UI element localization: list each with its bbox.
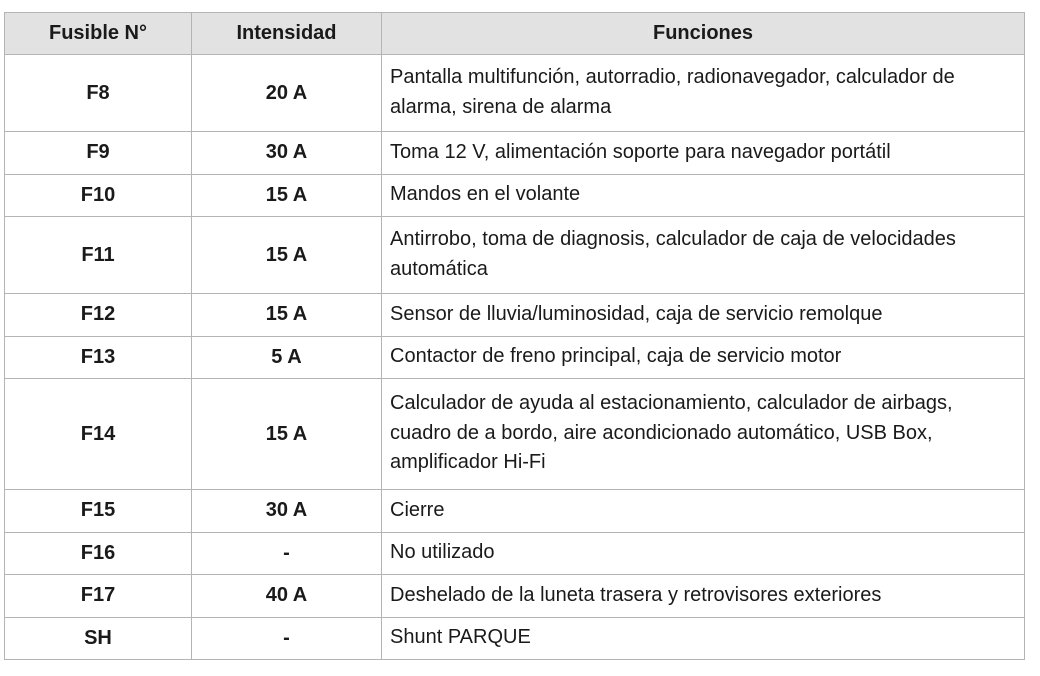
table-row <box>5 217 1025 294</box>
fuse-id: F9 <box>5 132 192 175</box>
table-row <box>5 55 1025 132</box>
fuse-functions: Deshelado de la luneta trasera y retrovisores exteriores <box>382 575 1025 618</box>
table-row <box>5 379 1025 490</box>
table-row <box>5 294 1025 337</box>
fuse-id: F15 <box>5 490 192 533</box>
table-row <box>5 336 1025 379</box>
fuse-amps: - <box>192 532 382 575</box>
header-functions: Funciones <box>382 13 1025 55</box>
fuse-id: F10 <box>5 174 192 217</box>
table-row <box>5 174 1025 217</box>
table-row <box>5 575 1025 618</box>
fuse-amps: 30 A <box>192 490 382 533</box>
fuse-functions: Calculador de ayuda al estacionamiento, calculador de airbags, cuadro de a bordo, aire acondicionado automático, USB Box, amplificador Hi-Fi <box>382 379 1025 490</box>
fuse-amps: 15 A <box>192 217 382 294</box>
fuse-amps: 20 A <box>192 55 382 132</box>
fuse-id: F16 <box>5 532 192 575</box>
fuse-functions: Mandos en el volante <box>382 174 1025 217</box>
fuse-functions: No utilizado <box>382 532 1025 575</box>
fuse-functions: Pantalla multifunción, autorradio, radionavegador, calculador de alarma, sirena de alarma <box>382 55 1025 132</box>
header-fuse-number: Fusible N° <box>5 13 192 55</box>
fuse-amps: 15 A <box>192 294 382 337</box>
table-row <box>5 132 1025 175</box>
fuse-id: F14 <box>5 379 192 490</box>
fuse-id: F13 <box>5 336 192 379</box>
fuse-amps: 40 A <box>192 575 382 618</box>
fuse-table <box>4 12 1025 660</box>
fuse-id: F12 <box>5 294 192 337</box>
fuse-amps: - <box>192 617 382 660</box>
header-intensity: Intensidad <box>192 13 382 55</box>
table-row <box>5 490 1025 533</box>
fuse-functions: Toma 12 V, alimentación soporte para navegador portátil <box>382 132 1025 175</box>
header-row <box>5 13 1025 55</box>
fuse-id: F8 <box>5 55 192 132</box>
table-row <box>5 617 1025 660</box>
fuse-functions: Sensor de lluvia/luminosidad, caja de servicio remolque <box>382 294 1025 337</box>
table-row <box>5 532 1025 575</box>
fuse-functions: Antirrobo, toma de diagnosis, calculador de caja de velocidades automática <box>382 217 1025 294</box>
fuse-functions: Shunt PARQUE <box>382 617 1025 660</box>
fuse-id: F17 <box>5 575 192 618</box>
fuse-functions: Contactor de freno principal, caja de servicio motor <box>382 336 1025 379</box>
fuse-id: F11 <box>5 217 192 294</box>
fuse-amps: 30 A <box>192 132 382 175</box>
fuse-amps: 5 A <box>192 336 382 379</box>
fuse-amps: 15 A <box>192 174 382 217</box>
fuse-id: SH <box>5 617 192 660</box>
fuse-functions: Cierre <box>382 490 1025 533</box>
fuse-amps: 15 A <box>192 379 382 490</box>
